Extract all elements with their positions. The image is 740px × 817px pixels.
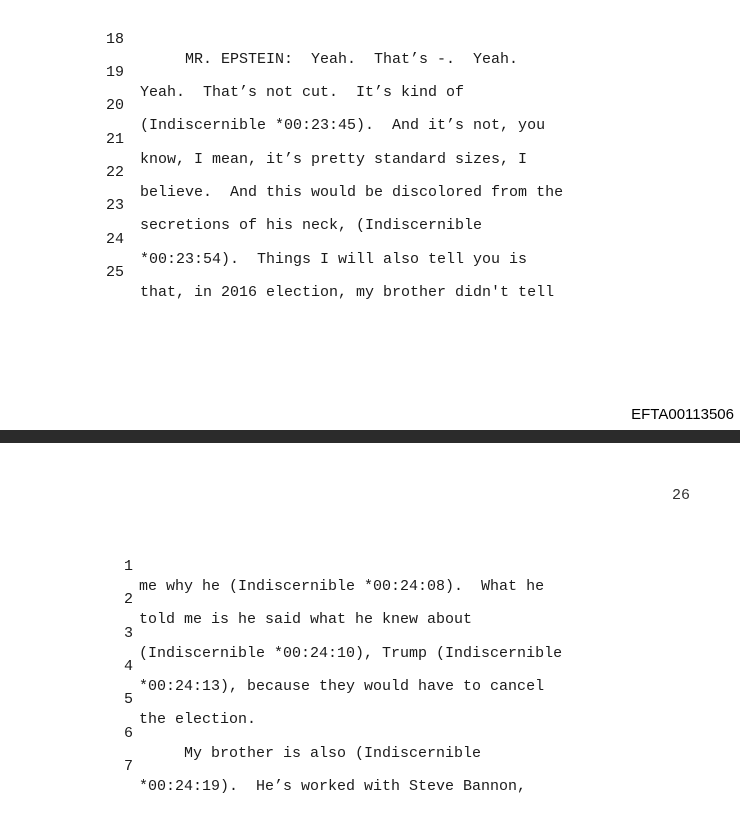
line-number: 2 (123, 591, 133, 608)
line-number: 19 (105, 64, 124, 81)
line-text: *00:24:19). He’s worked with Steve Bannon, (139, 778, 527, 795)
transcript-line (107, 537, 545, 595)
line-number: 18 (105, 31, 124, 48)
bates-stamp: EFTA00113506 (631, 406, 734, 423)
line-text: *00:24:13), because they would have to cancel (139, 678, 545, 695)
line-text: MR. EPSTEIN: Yeah. That’s -. Yeah. (140, 51, 519, 68)
transcript-page-bottom (0, 443, 740, 795)
line-text: My brother is also (Indiscernible (139, 745, 482, 762)
line-number: 4 (123, 658, 133, 675)
line-text: (Indiscernible *00:24:10), Trump (Indiscernible (139, 645, 563, 662)
line-number: 22 (105, 164, 124, 181)
line-number: 3 (123, 625, 133, 642)
line-number: 20 (105, 97, 124, 114)
transcript-line (107, 670, 257, 728)
line-number: 23 (105, 197, 124, 214)
line-number: 5 (123, 691, 133, 708)
transcript-line (105, 10, 519, 68)
page-divider (0, 430, 740, 443)
line-text: know, I mean, it’s pretty standard sizes, I (140, 151, 528, 168)
line-text: me why he (Indiscernible *00:24:08). What he (139, 578, 545, 595)
line-text: (Indiscernible *00:23:45). And it’s not, you (140, 117, 546, 134)
line-number: 21 (105, 131, 124, 148)
line-text: that, in 2016 election, my brother didn't tell (140, 284, 555, 301)
line-text: the election. (139, 711, 257, 728)
page-number: 26 (671, 487, 690, 504)
line-text: told me is he said what he knew about (139, 611, 473, 628)
line-number: 7 (123, 758, 133, 775)
line-number: 1 (123, 558, 133, 575)
line-number: 6 (123, 725, 133, 742)
line-number: 25 (105, 264, 124, 281)
line-number: 24 (105, 231, 124, 248)
line-text: believe. And this would be discolored from the (140, 184, 564, 201)
line-text: Yeah. That’s not cut. It’s kind of (140, 84, 465, 101)
line-text: *00:23:54). Things I will also tell you is (140, 251, 528, 268)
line-text: secretions of his neck, (Indiscernible (140, 217, 483, 234)
